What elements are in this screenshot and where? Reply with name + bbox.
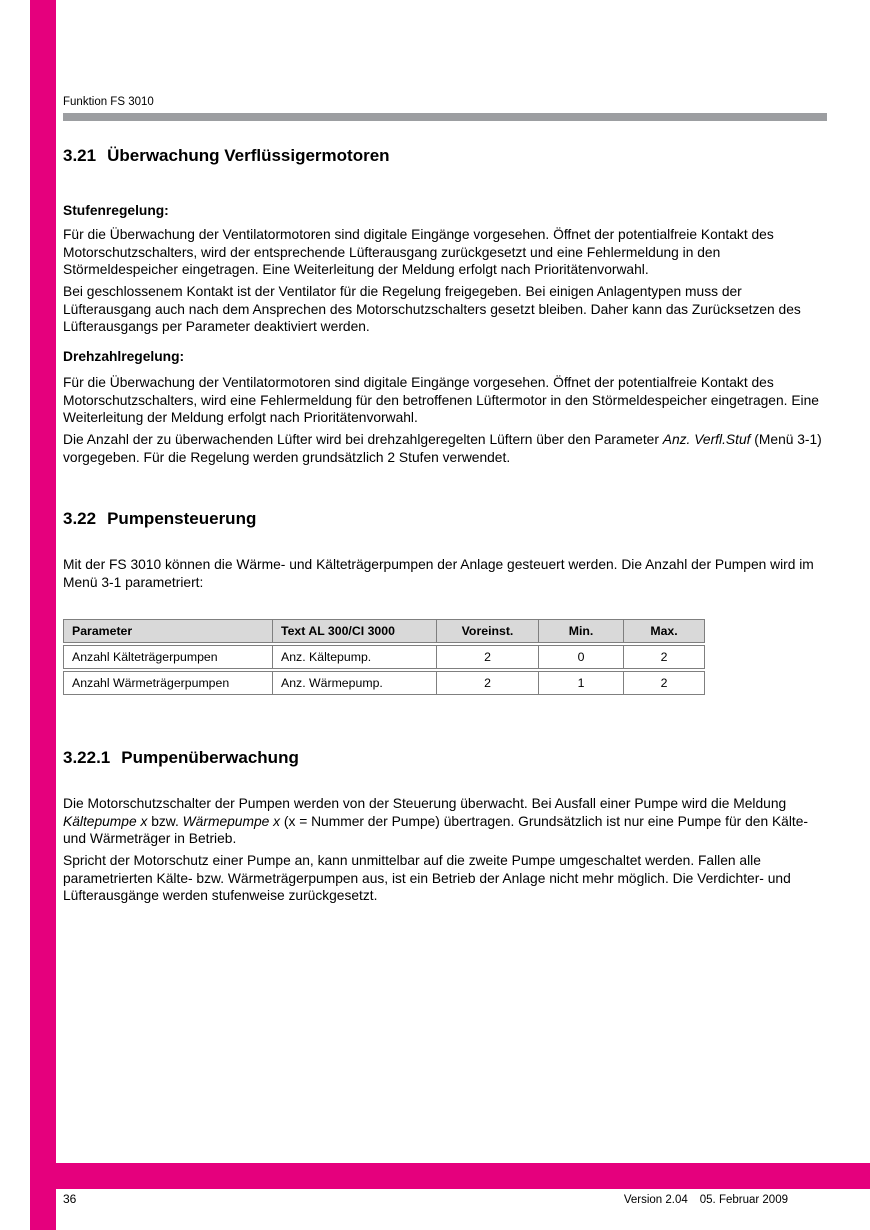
message-name-italic: Wärmepumpe x: [182, 813, 281, 829]
paragraph-text: Die Anzahl der zu überwachenden Lüfter wird bei drehzahlgeregelten Lüftern über den Parameter: [63, 432, 663, 447]
left-accent-bar: [30, 0, 56, 1230]
cell-min: 1: [539, 671, 624, 695]
paragraph-text: (Menü 3-1) vorgegeben. Für die Regelung werden grundsätzlich 2 Stufen verwendet.: [63, 432, 822, 465]
section-title: Pumpensteuerung: [107, 509, 257, 528]
cell-max: 2: [624, 645, 705, 669]
parameter-name-italic: Anz. Verfl.Stuf: [662, 432, 751, 447]
paragraph-stufen-1: Für die Überwachung der Ventilatormotoren sind digitale Eingänge vorgesehen. Öffnet der potentialfreie Kontakt des Motorschutzschalters, wird der entsprechende Lüfterausgang zurückgesetzt und eine Fehlermeldung in den Störmeldespeicher eingetragen. Eine Weiterleitung der Meldung erfolgt nach Prioritätenvorwahl.: [63, 227, 774, 278]
pump-parameter-table: [63, 617, 705, 697]
col-header-voreinst: Voreinst.: [437, 619, 539, 643]
footer-version-label: Version 2.04: [623, 1194, 688, 1206]
runin-heading-drehzahlregelung: Drehzahlregelung:: [63, 349, 185, 364]
paragraph-pumpen-intro: Mit der FS 3010 können die Wärme- und Kälteträgerpumpen der Anlage gesteuert werden. Die Anzahl der Pumpen wird im Menü 3-1 parametriert:: [63, 557, 814, 590]
cell-text-al: Anz. Kältepump.: [273, 645, 437, 669]
col-header-max: Max.: [624, 619, 705, 643]
paragraph-drehzahl-2: [63, 431, 827, 466]
section-title: Pumpenüberwachung: [121, 748, 299, 767]
cell-parameter: Anzahl Kälteträgerpumpen: [63, 645, 273, 669]
section-heading-3-21: [63, 146, 827, 166]
section-number: 3.21: [63, 146, 97, 165]
paragraph-ueberwachung-2: Spricht der Motorschutz einer Pumpe an, kann unmittelbar auf die zweite Pumpe umgeschaltet werden. Fallen alle parametrierten Kälte- bzw. Wärmeträgerpumpen aus, ist ein Betrieb der Anlage nicht mehr möglich. Die Verdichter- und Lüfterausgänge werden stufenweise zurückgesetzt.: [63, 853, 791, 904]
section-number: 3.22: [63, 509, 97, 528]
cell-parameter: Anzahl Wärmeträgerpumpen: [63, 671, 273, 695]
paragraph-text: bzw.: [147, 813, 183, 829]
col-header-parameter: Parameter: [63, 619, 273, 643]
section-heading-3-22: [63, 509, 827, 529]
bottom-accent-bar: [30, 1163, 870, 1189]
footer-date: 05. Februar 2009: [699, 1194, 788, 1206]
table-row: [63, 645, 705, 669]
cell-min: 0: [539, 645, 624, 669]
paragraph-ueberwachung-1: [63, 795, 827, 848]
cell-max: 2: [624, 671, 705, 695]
section-title: Überwachung Verflüssigermotoren: [107, 146, 390, 165]
table-row: [63, 671, 705, 695]
cell-voreinst: 2: [437, 645, 539, 669]
section-number: 3.22.1: [63, 748, 111, 767]
paragraph-stufen-2: Bei geschlossenem Kontakt ist der Ventilator für die Regelung freigegeben. Bei einigen Anlagentypen muss der Lüfterausgang auch nach dem Ansprechen des Motorschutzschalters gesetzt bleiben. Daher kann das Zurücksetzen des Lüfterausgangs per Parameter deaktiviert werden.: [63, 284, 801, 335]
cell-voreinst: 2: [437, 671, 539, 695]
table-header-row: [63, 619, 705, 643]
paragraph-drehzahl-1: Für die Überwachung der Ventilatormotoren sind digitale Eingänge vorgesehen. Öffnet der potentialfreie Kontakt des Motorschutzschalters, wird eine Fehlermeldung für den betroffenen Lüftermotor in den Störmeldespeicher eingetragen. Eine Weiterleitung der Meldung erfolgt nach Prioritätenvorwahl.: [63, 375, 819, 426]
runin-heading-stufenregelung: Stufenregelung:: [63, 203, 169, 218]
cell-text-al: Anz. Wärmepump.: [273, 671, 437, 695]
footer-page-number: 36: [63, 1192, 77, 1206]
running-header: Funktion FS 3010: [63, 96, 154, 108]
col-header-min: Min.: [539, 619, 624, 643]
paragraph-text: (x = Nummer der Pumpe) übertragen. Grundsätzlich ist nur eine Pumpe für den Kälte- und Wärmeträger in Betrieb.: [63, 813, 809, 847]
section-heading-3-22-1: [63, 748, 827, 768]
header-rule: [63, 113, 827, 121]
col-header-text-al: Text AL 300/CI 3000: [273, 619, 437, 643]
paragraph-text: Die Motorschutzschalter der Pumpen werden von der Steuerung überwacht. Bei Ausfall einer Pumpe wird die Meldung: [63, 796, 787, 811]
footer-version: [63, 1194, 788, 1206]
message-name-italic: Kältepumpe x: [63, 813, 148, 829]
